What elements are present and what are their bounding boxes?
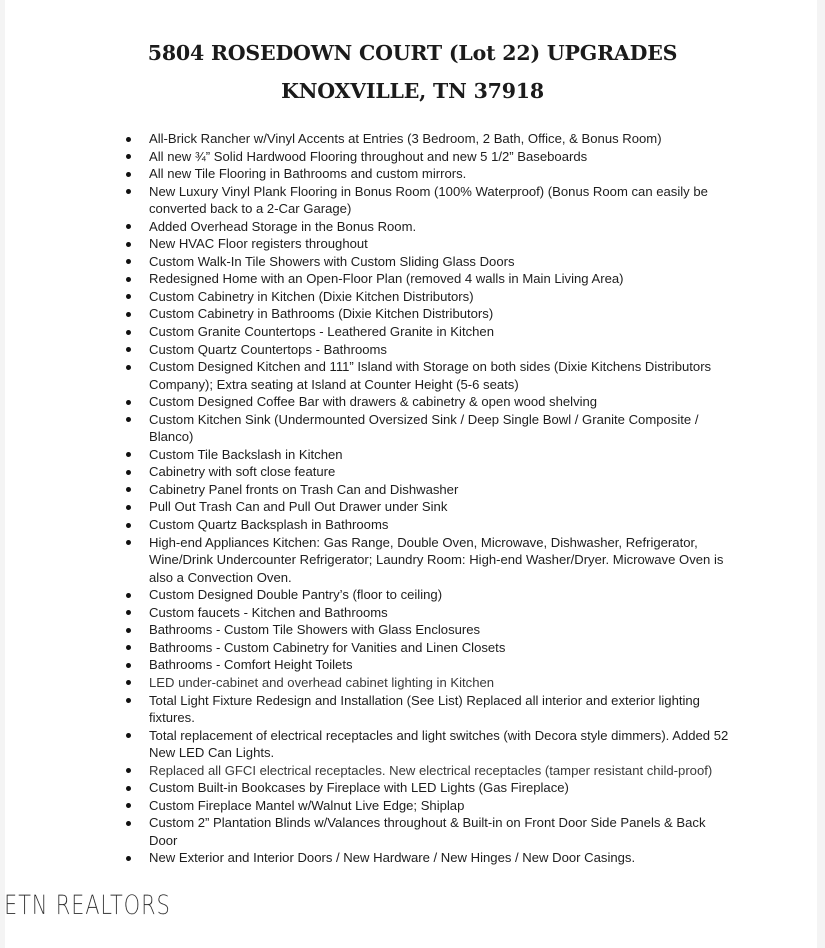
list-item: [123, 814, 733, 849]
bullet-icon: [126, 330, 131, 335]
bullet-icon: [126, 680, 131, 685]
list-item: [123, 253, 733, 271]
list-item-text: LED under-cabinet and overhead cabinet lighting in Kitchen: [149, 674, 495, 690]
list-item-text: Added Overhead Storage in the Bonus Room.: [149, 218, 417, 234]
list-item: [123, 604, 733, 622]
bullet-icon: [126, 821, 131, 826]
list-item: [123, 481, 733, 499]
list-item-text: Custom Kitchen Sink (Undermounted Oversized Sink / Deep Single Bowl / Granite Composite / Blanco): [149, 411, 699, 445]
document-subtitle-location: KNOXVILLE, TN 37918: [281, 79, 544, 103]
list-item-text: Bathrooms - Comfort Height Toilets: [149, 657, 353, 673]
bullet-icon: [126, 189, 131, 194]
list-item-text: Custom 2” Plantation Blinds w/Valances throughout & Built-in on Front Door Side Panels & Back Door: [149, 815, 706, 848]
bullet-icon: [126, 452, 131, 457]
list-item-text: Custom Fireplace Mantel w/Walnut Live Edge; Shiplap: [149, 797, 465, 813]
list-item-text: Replaced all GFCI electrical receptacles. New electrical receptacles (tamper resistant child-proof): [149, 762, 713, 778]
list-item-text: Custom Designed Double Pantry’s (floor to ceiling): [149, 587, 443, 603]
list-item-text: Custom Designed Coffee Bar with drawers & cabinetry & open wood shelving: [149, 394, 598, 410]
realtor-watermark-logo: ETN REALTORS: [4, 890, 171, 921]
list-item-text: Pull Out Trash Can and Pull Out Drawer under Sink: [149, 499, 448, 515]
bullet-icon: [126, 803, 131, 808]
list-item-text: All-Brick Rancher w/Vinyl Accents at Entries (3 Bedroom, 2 Bath, Office, & Bonus Room): [149, 131, 662, 146]
list-item-text: Custom faucets - Kitchen and Bathrooms: [149, 604, 388, 620]
list-item-text: New Exterior and Interior Doors / New Hardware / New Hinges / New Door Casings.: [149, 850, 636, 866]
list-item: [123, 393, 733, 411]
bullet-icon: [126, 523, 131, 528]
bullet-icon: [126, 698, 131, 703]
list-item: [123, 341, 733, 359]
bullet-icon: [126, 856, 131, 861]
bullet-icon: [126, 505, 131, 510]
list-item: [123, 218, 733, 236]
list-item-text: Total Light Fixture Redesign and Installation (See List) Replaced all interior and exterior lighting fixtures.: [149, 692, 700, 726]
list-item-text: Custom Quartz Countertops - Bathrooms: [149, 341, 387, 357]
list-item: [123, 165, 733, 183]
list-item: [123, 498, 733, 516]
list-item-text: All new Tile Flooring in Bathrooms and custom mirrors.: [149, 166, 467, 182]
bullet-icon: [126, 768, 131, 773]
list-item: [123, 586, 733, 604]
list-item: [123, 323, 733, 341]
list-item-text: Custom Quartz Backsplash in Bathrooms: [149, 517, 389, 533]
bullet-icon: [126, 663, 131, 668]
bullet-icon: [126, 645, 131, 650]
list-item: [123, 797, 733, 815]
list-item-text: High-end Appliances Kitchen: Gas Range, Double Oven, Microwave, Dishwasher, Refrigerator, Wine/Drink Undercounter Refrigerator; Laundry Room: High-end Washer/Dryer. Microwave Oven is also a Convection Oven.: [149, 534, 724, 585]
bullet-icon: [126, 172, 131, 177]
upgrades-list: [123, 130, 733, 867]
bullet-icon: [126, 733, 131, 738]
list-item-text: Custom Cabinetry in Bathrooms (Dixie Kitchen Distributors): [149, 306, 494, 322]
bullet-icon: [126, 242, 131, 247]
list-item: [123, 621, 733, 639]
list-item: [123, 358, 733, 393]
bullet-icon: [126, 470, 131, 475]
list-item-text: Custom Built-in Bookcases by Fireplace with LED Lights (Gas Fireplace): [149, 780, 569, 796]
list-item: [123, 270, 733, 288]
bullet-icon: [126, 277, 131, 282]
bullet-icon: [126, 786, 131, 791]
list-item: [123, 674, 733, 692]
list-item: [123, 779, 733, 797]
bullet-icon: [126, 224, 131, 229]
list-item: [123, 639, 733, 657]
list-item: [123, 411, 733, 446]
bullet-icon: [126, 540, 131, 545]
bullet-icon: [126, 259, 131, 264]
list-item-text: Custom Designed Kitchen and 111” Island with Storage on both sides (Dixie Kitchens Distributors Company); Extra seating at Island at Counter Height (5-6 seats): [149, 359, 712, 392]
list-item: [123, 305, 733, 323]
list-item-text: Bathrooms - Custom Tile Showers with Glass Enclosures: [149, 622, 481, 638]
bullet-icon: [126, 294, 131, 299]
list-item: [123, 762, 733, 780]
list-item-text: New HVAC Floor registers throughout: [149, 236, 368, 252]
list-item: [123, 463, 733, 481]
list-item: [123, 235, 733, 253]
list-item-text: New Luxury Vinyl Plank Flooring in Bonus Room (100% Waterproof) (Bonus Room can easily be converted back to a 2-Car Garage): [149, 183, 708, 217]
list-item: [123, 727, 733, 762]
list-item-text: Cabinetry Panel fronts on Trash Can and Dishwasher: [149, 481, 459, 497]
list-item-text: Bathrooms - Custom Cabinetry for Vanities and Linen Closets: [149, 639, 506, 655]
list-item-text: Custom Walk-In Tile Showers with Custom Sliding Glass Doors: [149, 253, 515, 269]
bullet-icon: [126, 137, 131, 142]
list-item-text: Custom Tile Backslash in Kitchen: [149, 446, 343, 462]
list-item: [123, 692, 733, 727]
list-item-text: Total replacement of electrical receptacles and light switches (with Decora style dimmers). Added 52 New LED Can Lights.: [149, 727, 729, 761]
bullet-icon: [126, 417, 131, 422]
list-item: [123, 148, 733, 166]
list-item-text: All new ¾” Solid Hardwood Flooring throughout and new 5 1/2” Baseboards: [149, 148, 588, 164]
list-item: [123, 183, 733, 218]
list-item-text: Custom Cabinetry in Kitchen (Dixie Kitchen Distributors): [149, 288, 474, 304]
list-item: [123, 130, 733, 148]
document-title: 5804 ROSEDOWN COURT (Lot 22) UPGRADES: [147, 41, 678, 65]
bullet-icon: [126, 312, 131, 317]
bullet-icon: [126, 593, 131, 598]
list-item: [123, 534, 733, 587]
bullet-icon: [126, 365, 131, 370]
list-item-text: Cabinetry with soft close feature: [149, 464, 336, 480]
bullet-icon: [126, 487, 131, 492]
list-item: [123, 656, 733, 674]
list-item: [123, 288, 733, 306]
bullet-icon: [126, 347, 131, 352]
bullet-icon: [126, 628, 131, 633]
list-item: [123, 849, 733, 867]
bullet-icon: [126, 154, 131, 159]
list-item-text: Redesigned Home with an Open-Floor Plan (removed 4 walls in Main Living Area): [149, 271, 624, 287]
list-item: [123, 516, 733, 534]
list-item: [123, 446, 733, 464]
bullet-icon: [126, 400, 131, 405]
list-item-text: Custom Granite Countertops - Leathered Granite in Kitchen: [149, 324, 494, 340]
bullet-icon: [126, 610, 131, 615]
